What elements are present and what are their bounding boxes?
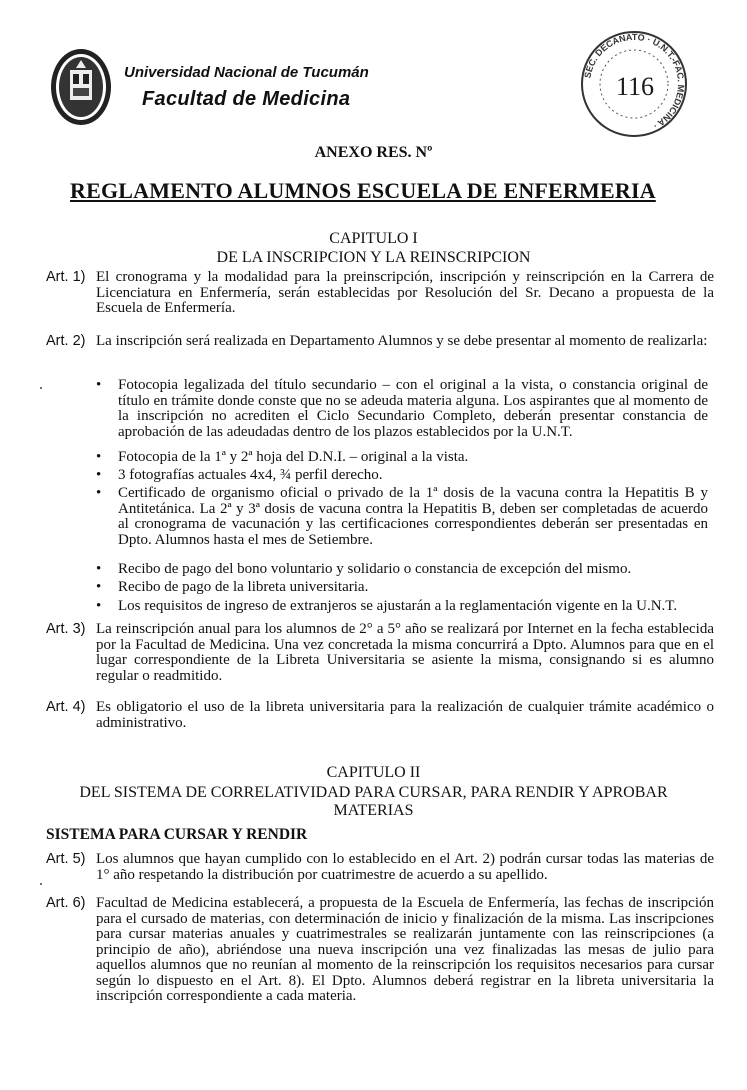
svg-text:SEC. DECANATO · U.N.T.-FAC. ME: SEC. DECANATO · U.N.T.-FAC. MEDICINA · (582, 31, 687, 132)
article-text: El cronograma y la modalidad para la preinscripción, inscripción y reinscripción en la Carrera de Licenciatura en Enfermería, serán establecidas por Resolución del Sr. Decano a propuesta de la Escuela de Enfermería. (96, 269, 714, 316)
article-2 (46, 334, 714, 350)
article-text: Los alumnos que hayan cumplido con lo establecido en el Art. 2) podrán cursar todas las materias de 1° año respetando la distribución por cuatrimestre de acuerdo a su apellido. (96, 851, 714, 883)
article-number: Art. 2) (46, 333, 86, 349)
list-item: • Recibo de pago del bono voluntario y solidario o constancia de excepción del mismo. (96, 561, 632, 577)
article-number: Art. 1) (46, 269, 86, 285)
article-1 (46, 270, 714, 317)
article-text: Es obligatorio el uso de la libreta universitaria para la realización de cualquier trámite académico o administrativo. (96, 699, 714, 731)
chapter-1-subtitle: DE LA INSCRIPCION Y LA REINSCRIPCION (216, 249, 531, 266)
chapter-2-heading: CAPITULO II (326, 764, 421, 781)
bullet-icon: • (96, 579, 102, 595)
chapter-2-subtitle: DEL SISTEMA DE CORRELATIVIDAD PARA CURSAR, PARA RENDIR Y APROBAR MATERIAS (79, 784, 668, 819)
list-item: • Fotocopia de la 1ª y 2ª hoja del D.N.I. – original a la vista. (96, 449, 469, 465)
bullet-icon: • (96, 467, 102, 483)
bullet-icon: • (96, 561, 102, 577)
margin-mark: ⸼ (40, 374, 44, 389)
article-number: Art. 6) (46, 895, 86, 911)
article-5 (46, 852, 714, 883)
chapter-1-heading: CAPITULO I (329, 230, 418, 247)
faculty-name: Facultad de Medicina (142, 88, 351, 110)
article-text: La inscripción será realizada en Departamento Alumnos y se debe presentar al momento de realizarla: (96, 333, 708, 349)
article-6 (46, 896, 714, 1005)
bullet-icon: • (96, 377, 102, 393)
annex-heading: ANEXO RES. Nº (314, 144, 433, 161)
article-number: Art. 5) (46, 851, 86, 867)
article-number: Art. 4) (46, 699, 86, 715)
list-item: • Fotocopia legalizada del título secundario – con el original a la vista, o constancia original de título en trámite donde conste que no se adeuda materia alguna. Los aspirantes que al momento de la inscripción no acrediten el Ciclo Secundario Completo, deberán presentar constancia de aprobación de las adeudadas dentro de los plazos establecidos por la U.N.T. (96, 377, 708, 440)
list-item: • 3 fotografías actuales 4x4, ¾ perfil derecho. (96, 467, 383, 483)
margin-mark: ⸼ (40, 870, 44, 885)
list-item: • Certificado de organismo oficial o privado de la 1ª dosis de la vacuna contra la Hepatitis B y Antitetánica. La 2ª y 3ª dosis de vacuna contra la Hepatitis B, deben ser completadas de acuerdo al cronograma de vacunación y las certificaciones correspondientes deberán ser presentadas en Dpto. Alumnos hasta el mes de Setiembre. (96, 485, 708, 548)
bullet-icon: • (96, 449, 102, 465)
list-item: • Los requisitos de ingreso de extranjeros se ajustarán a la reglamentación vigente en la U.N.T. (96, 598, 678, 614)
article-4 (46, 700, 714, 731)
article-number: Art. 3) (46, 621, 86, 637)
article-text: La reinscripción anual para los alumnos de 2° a 5° año se realizará por Internet en la fecha establecida por la Facultad de Medicina. Una vez concretada la misma concurrirá a Dpto. Alumnos para que en el lugar correspondiente de la Libreta Universitaria se asiente la misma, consignando si es alumno regular o readmitido. (96, 621, 714, 684)
university-seal-icon (50, 48, 112, 126)
bullet-icon: • (96, 598, 102, 614)
stamp-handwritten-number: 116 (616, 72, 655, 101)
bullet-icon: • (96, 485, 102, 501)
article-text: Facultad de Medicina establecerá, a propuesta de la Escuela de Enfermería, las fechas de inscripción para el cursado de materias, con determinación de inicio y finalización de la misma. Las inscripciones para cursar materias anuales y cuatrimestrales se realizarán juntamente con las reinscripciones (a principio de año), abriéndose una nueva inscripción una vez finalizadas las mesas de julio para aquellos alumnos que no reunían al momento de la reinscripción los requisitos necesarios para cursar según lo dispuesto en el Art. 8). El Dpto. Alumnos deberá registrar en la libreta universitaria la inscripción correspondiente a cada materia. (96, 895, 714, 1004)
list-item: • Recibo de pago de la libreta universitaria. (96, 579, 369, 595)
section-subtitle: SISTEMA PARA CURSAR Y RENDIR (46, 826, 308, 843)
article-3 (46, 622, 714, 684)
document-title: REGLAMENTO ALUMNOS ESCUELA DE ENFERMERIA (70, 178, 656, 203)
university-name: Universidad Nacional de Tucumán (124, 64, 369, 81)
